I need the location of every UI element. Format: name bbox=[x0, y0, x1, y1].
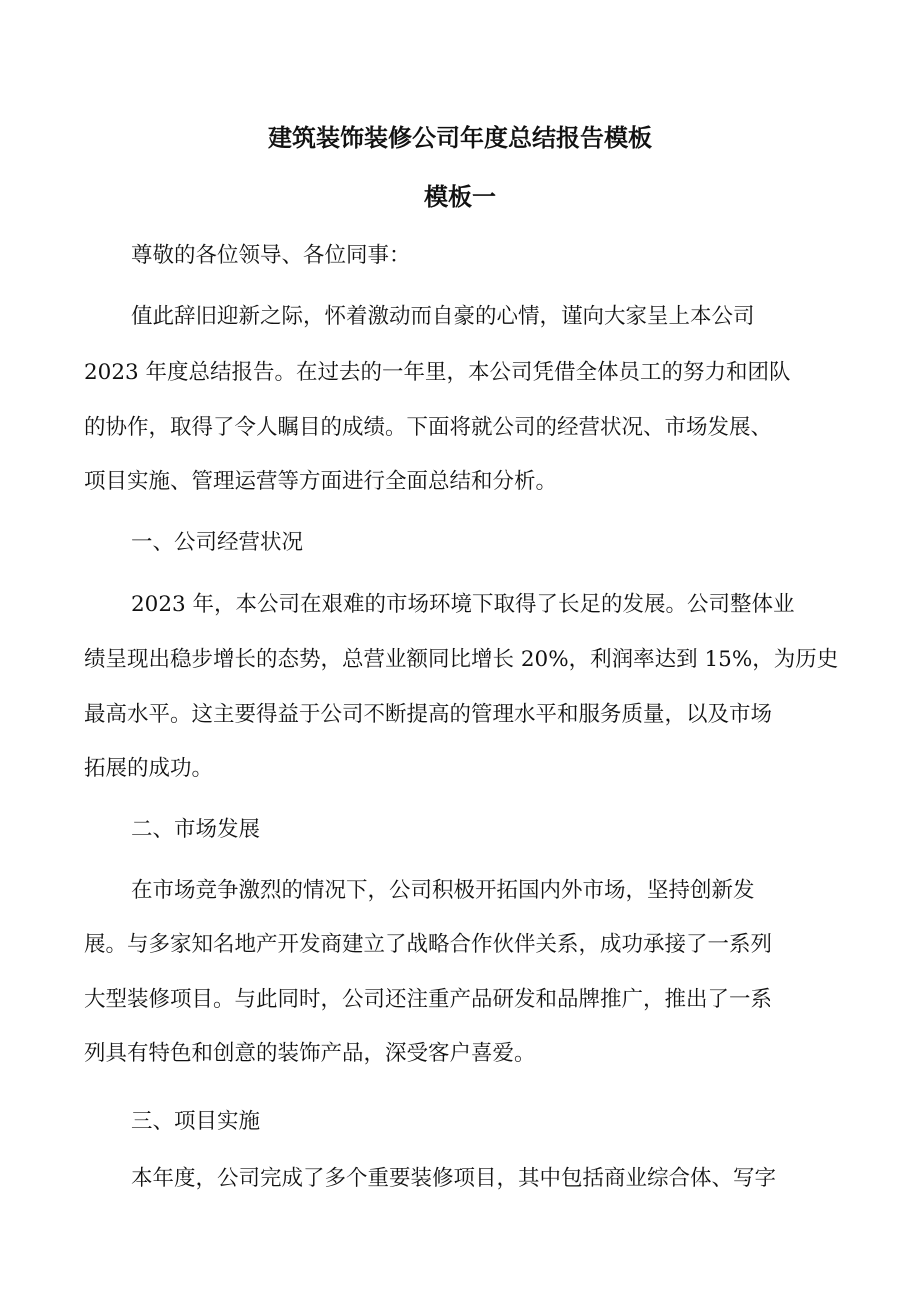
paragraph-line: 列具有特色和创意的装饰产品，深受客户喜爱。 bbox=[84, 1041, 536, 1066]
paragraph-line: 拓展的成功。 bbox=[84, 756, 214, 781]
greeting: 尊敬的各位领导、各位同事： bbox=[131, 243, 411, 268]
paragraph-line: 大型装修项目。与此同时，公司还注重产品研发和品牌推广，推出了一系 bbox=[84, 987, 773, 1012]
paragraph-line: 最高水平。这主要得益于公司不断提高的管理水平和服务质量，以及市场 bbox=[84, 702, 773, 727]
section-heading: 三、项目实施 bbox=[131, 1109, 261, 1134]
paragraph-line: 本年度，公司完成了多个重要装修项目，其中包括商业综合体、写字 bbox=[131, 1166, 777, 1191]
section-heading: 一、公司经营状况 bbox=[131, 530, 304, 555]
paragraph-line: 2023 年，本公司在艰难的市场环境下取得了长足的发展。公司整体业 bbox=[131, 592, 795, 617]
intro-line: 值此辞旧迎新之际，怀着激动而自豪的心情，谨向大家呈上本公司 bbox=[131, 304, 755, 329]
intro-line: 2023 年度总结报告。在过去的一年里，本公司凭借全体员工的努力和团队 bbox=[84, 360, 791, 385]
paragraph-line: 绩呈现出稳步增长的态势，总营业额同比增长 20%，利润率达到 15%，为历史 bbox=[84, 647, 839, 672]
intro-line: 的协作，取得了令人瞩目的成绩。下面将就公司的经营状况、市场发展、 bbox=[84, 415, 773, 440]
document-subtitle: 模板一 bbox=[424, 183, 496, 211]
document-title: 建筑装饰装修公司年度总结报告模板 bbox=[268, 124, 652, 152]
section-heading: 二、市场发展 bbox=[131, 817, 261, 842]
intro-line: 项目实施、管理运营等方面进行全面总结和分析。 bbox=[84, 469, 558, 494]
paragraph-line: 在市场竞争激烈的情况下，公司积极开拓国内外市场，坚持创新发 bbox=[131, 878, 755, 903]
paragraph-line: 展。与多家知名地产开发商建立了战略合作伙伴关系，成功承接了一系列 bbox=[84, 932, 773, 957]
